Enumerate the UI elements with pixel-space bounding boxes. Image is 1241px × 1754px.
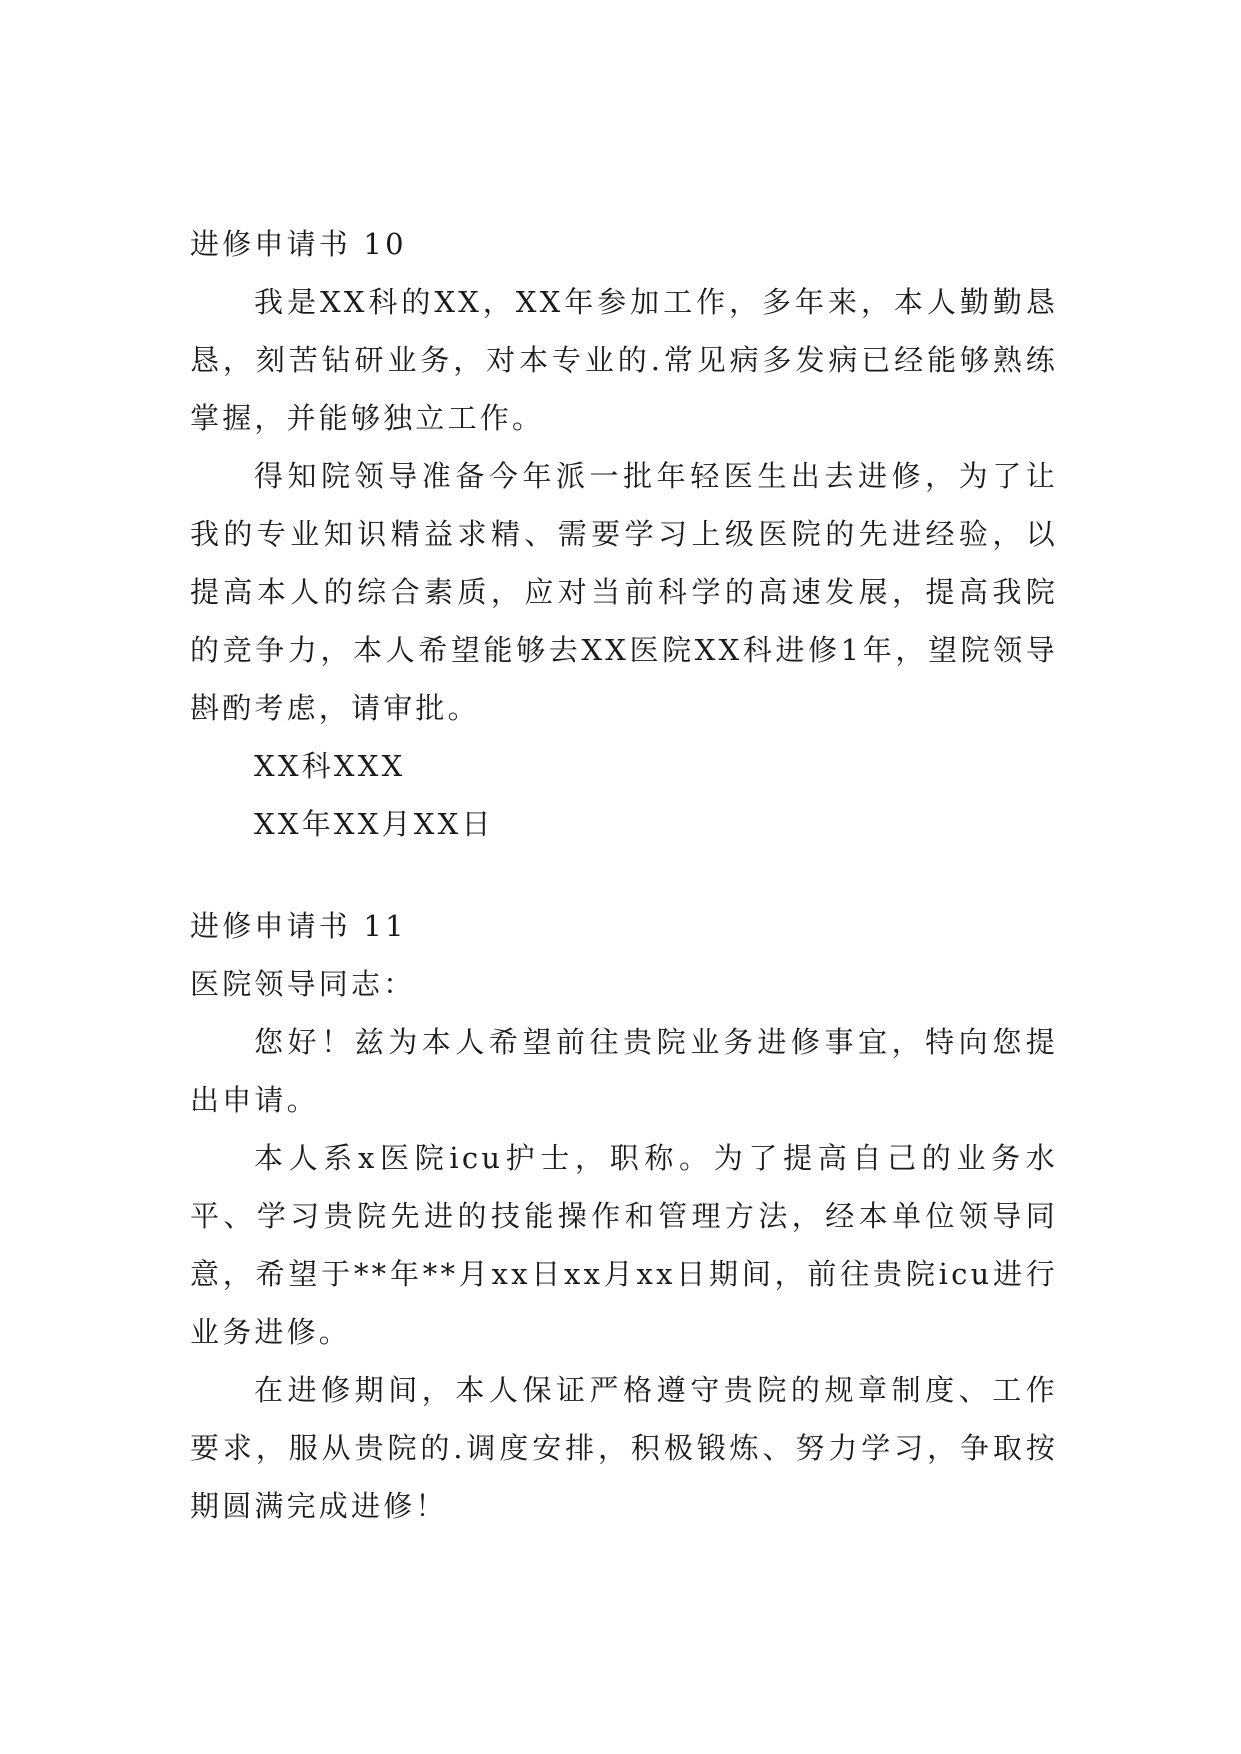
section-title-10: 进修申请书 10 — [190, 227, 407, 261]
section-gap — [190, 853, 1058, 897]
salutation: 医院领导同志： — [190, 967, 416, 1001]
paragraph: 您好！兹为本人希望前往贵院业务进修事宜，特向您提出申请。 — [190, 1025, 1058, 1117]
date: XX年XX月XX日 — [254, 807, 494, 841]
section-title-11: 进修申请书 11 — [190, 909, 407, 943]
paragraph: 我是XX科的XX，XX年参加工作，多年来，本人勤勤恳恳，刻苦钻研业务，对本专业的.常见病多发病已经能够熟练掌握，并能够独立工作。 — [190, 285, 1058, 435]
paragraph: 在进修期间，本人保证严格遵守贵院的规章制度、工作要求，服从贵院的.调度安排，积极锻炼、努力学习，争取按期圆满完成进修！ — [190, 1373, 1058, 1523]
signature: XX科XXX — [254, 749, 406, 783]
paragraph: 本人系x医院icu护士，职称。为了提高自己的业务水平、学习贵院先进的技能操作和管理方法，经本单位领导同意，希望于**年**月xx日xx月xx日期间，前往贵院icu进行业务进修。 — [190, 1141, 1058, 1349]
document-body — [190, 215, 1058, 1535]
paragraph: 得知院领导准备今年派一批年轻医生出去进修，为了让我的专业知识精益求精、需要学习上级医院的先进经验，以提高本人的综合素质，应对当前科学的高速发展，提高我院的竞争力，本人希望能够去XX医院XX科进修1年，望院领导斟酌考虑，请审批。 — [190, 459, 1058, 725]
